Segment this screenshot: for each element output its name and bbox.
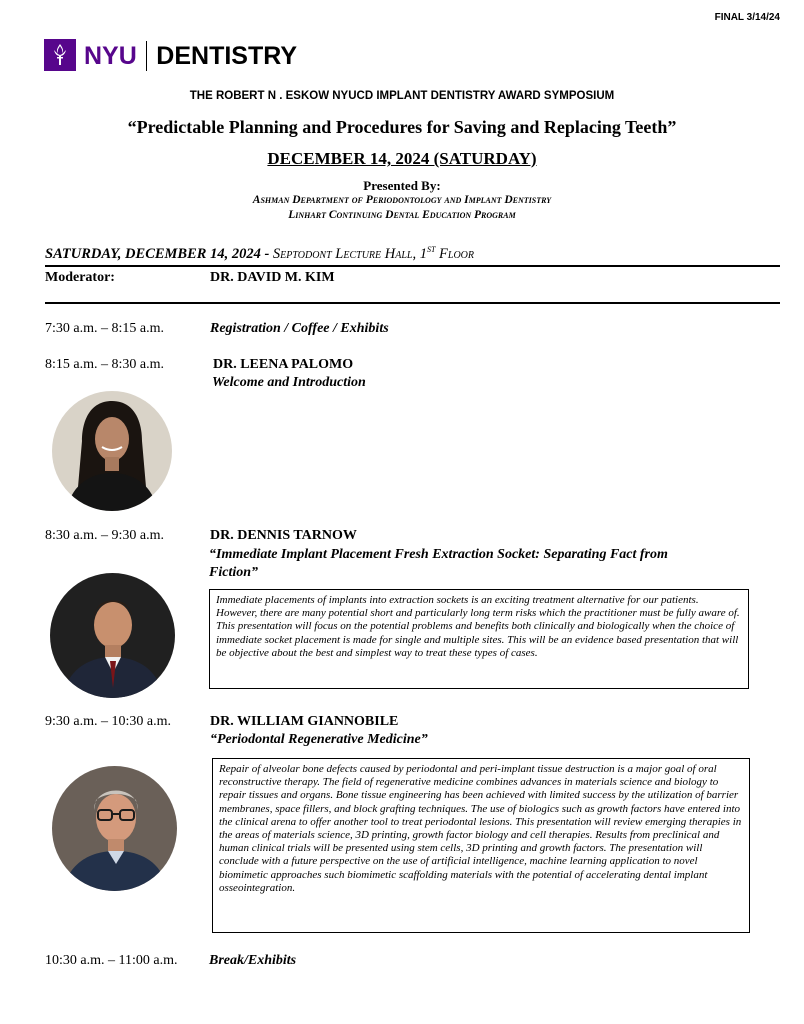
- nyu-dentistry-wordmark: [84, 40, 297, 72]
- talk-abstract: Repair of alveolar bone defects caused by periodontal and peri-implant tissue destruction is a major goal of oral reconstructive therapy. The field of regenerative medicine combines advances in materials science and biology to repair tissues and organs. Bone tissue engineering has been achieved with limited success by the utilization of barrier membranes, space fillers, and block grafting techniques. The use of biologics such as growth factors have entered into the clinical arena to offer another tool to treat periodontal lesions. This presentation will review emerging therapies in the areas of materials science, 3D printing, growth factor biology and cell therapies. Results from preclinical and human clinical trials will be presented using stem cells, 3D printing and growth factors. The presentation will conclude with a future perspective on the use of artificial intelligence, machine learning application to novel biomimetic approaches such biomimetic scaffolding materials with the potential of accelerating dental implant osseointegration.: [212, 758, 750, 933]
- speaker-name: DR. LEENA PALOMO: [213, 357, 354, 372]
- speaker-photo-giannobile: [52, 766, 177, 891]
- schedule-time: 9:30 a.m. – 10:30 a.m.: [45, 714, 171, 729]
- speaker-name: DR. WILLIAM GIANNOBILE: [210, 714, 399, 729]
- moderator-name: DR. DAVID M. KIM: [210, 270, 335, 285]
- schedule-time: 8:30 a.m. – 9:30 a.m.: [45, 528, 164, 543]
- talk-title: “Periodontal Regenerative Medicine”: [210, 732, 428, 747]
- department-name: Ashman Department of Periodontology and Implant Dentistry: [252, 194, 552, 206]
- status-label: FINAL 3/14/24: [714, 12, 780, 23]
- venue-hall-text: Septodont Lecture Hall, 1: [272, 245, 427, 262]
- venue-dash: -: [264, 245, 270, 262]
- logo-dentistry-text: DENTISTRY: [156, 42, 298, 70]
- talk-title: “Immediate Implant Placement Fresh Extraction Socket: Separating Fact from Fiction”: [209, 547, 668, 580]
- venue-day: SATURDAY, DECEMBER 14, 2024: [45, 245, 261, 262]
- venue-superscript: ST: [426, 245, 436, 254]
- venue-floor: Floor: [435, 245, 475, 262]
- talk-title: Welcome and Introduction: [212, 375, 366, 390]
- speaker-photo-palomo: [52, 391, 172, 511]
- talk-abstract: Immediate placements of implants into extraction sockets is an exciting treatment alternative for our patients. However, there are many potential short and particularly long term risks which the practitioner must be fully aware of. This presentation will focus on the potential problems and benefits both clinically and biologically when the choice of immediate socket placement is made for single and multiple sites. This will be an evidence based presentation that will be objective about the best and simplest way to treat these types of cases.: [209, 589, 749, 689]
- moderator-label: Moderator:: [45, 270, 115, 285]
- schedule-time: 7:30 a.m. – 8:15 a.m.: [45, 321, 164, 336]
- divider-bottom: [45, 302, 780, 304]
- page-title: “Predictable Planning and Procedures for Saving and Replacing Teeth”: [127, 117, 677, 137]
- divider-top: [45, 265, 780, 267]
- speaker-photo-tarnow: [50, 573, 175, 698]
- program-name: Linhart Continuing Dental Education Program: [288, 209, 516, 221]
- schedule-event: Break/Exhibits: [209, 953, 297, 968]
- torch-icon: [44, 39, 76, 71]
- venue-hall: [273, 246, 474, 262]
- schedule-time: 8:15 a.m. – 8:30 a.m.: [45, 357, 164, 372]
- event-date: DECEMBER 14, 2024 (SATURDAY): [267, 149, 537, 168]
- schedule-time: 10:30 a.m. – 11:00 a.m.: [45, 953, 178, 968]
- speaker-name: DR. DENNIS TARNOW: [210, 528, 357, 543]
- schedule-event: Registration / Coffee / Exhibits: [210, 321, 389, 336]
- presented-by-label: Presented By:: [363, 178, 441, 193]
- venue-line: [45, 245, 474, 263]
- logo-divider: [146, 41, 148, 71]
- nyu-torch-logo: [44, 39, 76, 71]
- logo-nyu-text: NYU: [84, 42, 137, 70]
- symposium-name: THE ROBERT N . ESKOW NYUCD IMPLANT DENTISTRY AWARD SYMPOSIUM: [189, 90, 615, 102]
